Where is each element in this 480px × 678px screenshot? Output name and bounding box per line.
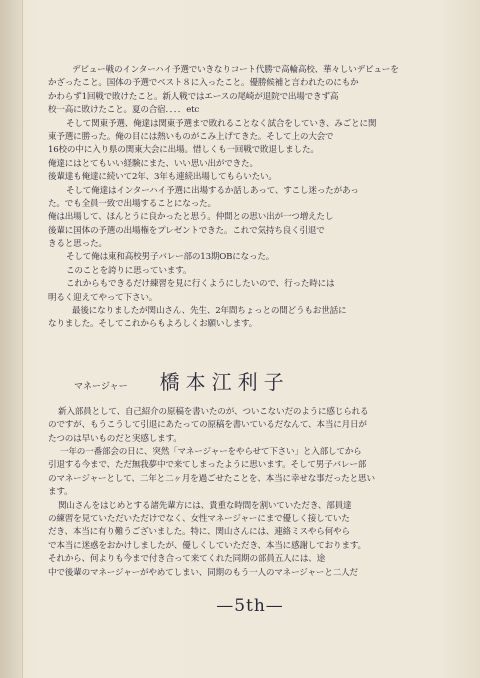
page-number: —5th— — [216, 596, 284, 616]
text-line: だき、本当に有り難うございました。特に、関山さんには、連絡ミスやら何やら — [48, 527, 350, 538]
text-line: た。でも全員一致で出場することになった。 — [48, 198, 216, 209]
text-line: 俺達にはとてもいい経験にまた、いい思い出ができた。 — [48, 158, 258, 169]
essay-section-2 — [48, 406, 466, 580]
text-line: 16校の中に入り県の関東大会に出場。惜しくも一回戦で敗退しました。 — [48, 145, 319, 156]
text-line: 一年の一番部会の日に、突然「マネージャーをやらせて下さい」と入部してから — [60, 446, 362, 457]
essay-section-1 — [48, 64, 466, 332]
text-line: ます。 — [48, 487, 73, 498]
page-body — [48, 64, 466, 580]
text-line: このことを誇りに思っています。 — [66, 265, 192, 276]
text-line: 後輩達も俺達に続いて2年、3年も連続出場してもらいたい。 — [48, 172, 277, 183]
text-line: の練習を見ていただいただけでなく、女性マネージャーにまで優しく接していた — [48, 513, 350, 524]
text-line: 引退する今まで、ただ無我夢中で来てしまったように思います。そして男子バレー部 — [48, 460, 367, 471]
text-line: 俺は出場して、ほんとうに良かったと思う。仲間との思い出が一つ増えたし — [48, 212, 334, 223]
text-line: 校一高に敗けたこと。夏の合宿．．．．etc — [48, 105, 199, 116]
text-line: そして俺は東和高校男子バレー部の13期OBになった。 — [66, 252, 275, 263]
text-line: 東予選に勝った。俺の目には熱いものがこみ上げてきた。そして上の大会で — [48, 131, 334, 142]
text-line: これからもできるだけ練習を見に行くようにしたいので、行った時には — [66, 279, 335, 290]
author-name: 橋本江利子 — [159, 369, 290, 394]
author-heading — [74, 366, 466, 400]
text-line: のマネージャーとして、二年と二ヶ月を過ごせたことを、本当に幸せな事だったと思い — [48, 473, 375, 484]
text-line: なりました。そしてこれからもよろしくお願いします。 — [48, 319, 258, 330]
binding-edge — [0, 0, 23, 678]
section-gap — [48, 332, 466, 366]
text-line: それから、何よりも今まで付き合って来てくれた同期の部員五人には、途 — [48, 554, 325, 565]
text-line: そして関東予選、俺達は関東予選まで敗れることなく試合をしていき、みごとに関 — [66, 118, 377, 129]
text-line: 新入部員として、自己紹介の原稿を書いたのが、ついこないだのように感じられる — [58, 406, 369, 417]
text-line: 関山さんをはじめとする諸先輩方には、貴重な時間を割いていただき、部員達 — [58, 500, 352, 511]
text-line: 最後になりましたが関山さん、先生、2年間ちょっとの間どうもお世話に — [72, 306, 347, 317]
text-line: たつのは早いものだと実感します。 — [48, 433, 182, 444]
text-line: 中で後輩のマネージャーがやめてしまい、同期のもう一人のマネージャーと二人だ — [48, 567, 358, 578]
text-line: で本当に迷惑をおかけしましたが、優しくしていただき、本当に感謝しております。 — [48, 540, 366, 551]
text-line: デビュー戦のインターハイ予選でいきなりコート代勝で高輪高校、華々しいデビューを — [72, 65, 399, 75]
text-line: きると思った。 — [48, 239, 107, 250]
text-line: かざったこと。国体の予選でベスト８に入ったこと。優勝候補と言われたのにもか — [48, 78, 359, 89]
text-line: のですが、もうこうして引退にあたっての原稿を書いているだなんて、本当に月日が — [48, 420, 367, 431]
text-line: 後輩に国体の予選の出場権をプレゼントできた。これで気持ち良く引退で — [48, 225, 325, 236]
text-line: かわらず1回戦で敗けたこと。新人戦ではエースの尾崎が退院で出場できず高 — [48, 91, 339, 102]
author-role: マネージャー — [74, 381, 128, 392]
text-line: 明るく迎えてやって下さい。 — [48, 292, 158, 303]
text-line: そして俺達はインターハイ予選に出場するか話しあって、すこし迷ったがあっ — [66, 185, 359, 196]
